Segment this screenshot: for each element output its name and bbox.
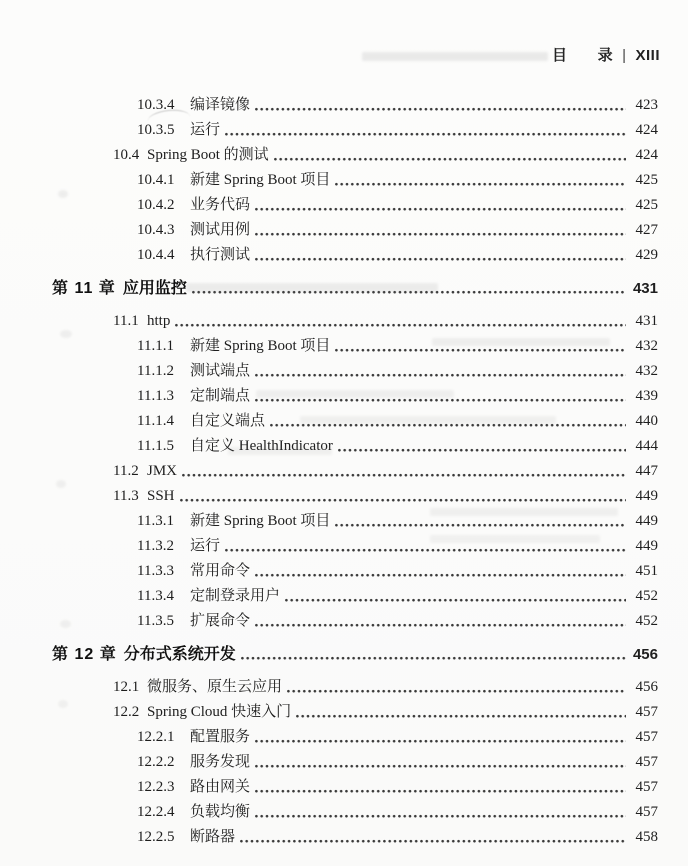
- entry-title: 新建 Spring Boot 项目: [190, 172, 331, 188]
- scan-artifact: [362, 52, 548, 61]
- entry-number: 第 11 章: [52, 280, 116, 297]
- chapter-row: [52, 276, 658, 301]
- entry-page-number: 457: [635, 754, 658, 770]
- entry-title: 配置服务: [190, 729, 251, 745]
- toc-label-char-1: 目: [552, 47, 568, 64]
- toc-entry-row: [52, 193, 658, 218]
- toc-entry-row: [52, 559, 658, 584]
- dot-leader: [180, 497, 626, 503]
- toc-entry-row: [52, 800, 658, 825]
- entry-page-number: 451: [635, 563, 658, 579]
- entry-number: 10.4: [113, 147, 140, 163]
- entry-number: 12.2: [113, 704, 140, 720]
- toc-entry-row: [52, 243, 658, 268]
- entry-page-number: 457: [635, 804, 658, 820]
- entry-page-number: 432: [635, 338, 658, 354]
- dot-leader: [335, 181, 626, 187]
- entry-title: 路由网关: [190, 779, 251, 795]
- dot-leader: [335, 522, 626, 528]
- entry-page-number: 440: [635, 413, 658, 429]
- entry-title: 运行: [190, 538, 221, 554]
- dot-leader: [274, 156, 626, 162]
- toc-entry-row: [52, 459, 658, 484]
- toc-entry-row: [52, 143, 658, 168]
- toc-entry-row: [52, 359, 658, 384]
- toc-entry-row: [52, 309, 658, 334]
- dot-leader: [241, 655, 626, 661]
- entry-page-number: 431: [635, 313, 658, 329]
- dot-leader: [255, 397, 626, 403]
- entry-number: 11.1.2: [137, 363, 174, 379]
- dot-leader: [255, 206, 626, 212]
- toc-entry-row: [52, 434, 658, 459]
- toc-entry-row: [52, 168, 658, 193]
- entry-number: 12.2.5: [137, 829, 175, 845]
- entry-title: 新建 Spring Boot 项目: [190, 513, 331, 529]
- entry-page-number: 457: [635, 779, 658, 795]
- entry-page-number: 457: [635, 729, 658, 745]
- entry-title: 自定义 HealthIndicator: [190, 438, 333, 454]
- entry-number: 11.3.1: [137, 513, 174, 529]
- entry-number: 11.3.2: [137, 538, 174, 554]
- entry-number: 10.3.4: [137, 97, 175, 113]
- entry-title: SSH: [147, 488, 175, 504]
- table-of-contents: [52, 93, 658, 850]
- dot-leader: [255, 572, 626, 578]
- entry-number: 12.2.2: [137, 754, 175, 770]
- entry-title: 业务代码: [190, 197, 251, 213]
- dot-leader: [255, 622, 626, 628]
- entry-page-number: 456: [635, 679, 658, 695]
- dot-leader: [255, 738, 626, 744]
- entry-page-number: 425: [635, 172, 658, 188]
- entry-page-number: 439: [635, 388, 658, 404]
- entry-page-number: 452: [635, 588, 658, 604]
- entry-title: Spring Cloud 快速入门: [147, 704, 292, 720]
- toc-label-char-2: 录: [597, 47, 614, 64]
- toc-entry-row: [52, 584, 658, 609]
- entry-number: 11.3.3: [137, 563, 174, 579]
- entry-number: 第 12 章: [52, 646, 117, 663]
- entry-title: 编译镜像: [190, 97, 251, 113]
- entry-page-number: 432: [635, 363, 658, 379]
- entry-title: 应用监控: [122, 280, 187, 297]
- entry-page-number: 424: [635, 147, 658, 163]
- entry-number: 12.2.1: [137, 729, 175, 745]
- dot-leader: [255, 231, 626, 237]
- dot-leader: [287, 688, 626, 694]
- entry-title: 常用命令: [190, 563, 251, 579]
- dot-leader: [175, 322, 626, 328]
- dot-leader: [270, 422, 626, 428]
- entry-number: 11.3: [113, 488, 139, 504]
- dot-leader: [335, 347, 626, 353]
- toc-entry-row: [52, 775, 658, 800]
- entry-number: 11.3.4: [137, 588, 174, 604]
- toc-entry-row: [52, 384, 658, 409]
- entry-title: Spring Boot 的测试: [147, 147, 269, 163]
- header-divider: |: [622, 47, 627, 64]
- header-page-number: XIII: [635, 47, 660, 64]
- entry-title: 微服务、原生云应用: [147, 679, 283, 695]
- entry-title: 负载均衡: [190, 804, 251, 820]
- entry-page-number: 456: [632, 646, 658, 663]
- dot-leader: [285, 597, 626, 603]
- toc-entry-row: [52, 675, 658, 700]
- entry-number: 11.1.3: [137, 388, 174, 404]
- entry-page-number: 449: [635, 488, 658, 504]
- dot-leader: [255, 372, 626, 378]
- toc-entry-row: [52, 725, 658, 750]
- entry-number: 10.4.3: [137, 222, 175, 238]
- entry-page-number: 449: [635, 513, 658, 529]
- entry-title: 分布式系统开发: [123, 646, 236, 663]
- entry-page-number: 449: [635, 538, 658, 554]
- entry-number: 12.1: [113, 679, 140, 695]
- dot-leader: [255, 813, 626, 819]
- dot-leader: [296, 713, 626, 719]
- toc-entry-row: [52, 93, 658, 118]
- entry-title: 服务发现: [190, 754, 251, 770]
- entry-number: 11.2: [113, 463, 139, 479]
- dot-leader: [225, 131, 626, 137]
- entry-page-number: 423: [635, 97, 658, 113]
- dot-leader: [255, 106, 626, 112]
- chapter-row: [52, 642, 658, 667]
- toc-entry-row: [52, 609, 658, 634]
- entry-number: 12.2.4: [137, 804, 175, 820]
- entry-number: 11.3.5: [137, 613, 174, 629]
- entry-number: 10.3.5: [137, 122, 175, 138]
- entry-title: 测试用例: [190, 222, 251, 238]
- entry-number: 11.1.5: [137, 438, 174, 454]
- dot-leader: [225, 547, 626, 553]
- entry-title: 断路器: [190, 829, 236, 845]
- entry-page-number: 424: [635, 122, 658, 138]
- running-header: [552, 44, 660, 65]
- toc-entry-row: [52, 750, 658, 775]
- dot-leader: [255, 256, 626, 262]
- entry-page-number: 458: [635, 829, 658, 845]
- toc-entry-row: [52, 334, 658, 359]
- toc-entry-row: [52, 825, 658, 850]
- entry-number: 11.1: [113, 313, 139, 329]
- dot-leader: [182, 472, 626, 478]
- entry-page-number: 427: [635, 222, 658, 238]
- entry-title: 运行: [190, 122, 221, 138]
- toc-entry-row: [52, 218, 658, 243]
- entry-number: 10.4.4: [137, 247, 175, 263]
- entry-title: 测试端点: [190, 363, 251, 379]
- dot-leader: [255, 788, 626, 794]
- entry-page-number: 457: [635, 704, 658, 720]
- entry-page-number: 452: [635, 613, 658, 629]
- entry-page-number: 431: [632, 280, 658, 297]
- toc-entry-row: [52, 700, 658, 725]
- toc-entry-row: [52, 484, 658, 509]
- entry-number: 11.1.4: [137, 413, 174, 429]
- entry-page-number: 425: [635, 197, 658, 213]
- entry-title: 新建 Spring Boot 项目: [190, 338, 331, 354]
- toc-entry-row: [52, 118, 658, 143]
- entry-title: 定制端点: [190, 388, 251, 404]
- toc-entry-row: [52, 409, 658, 434]
- entry-number: 10.4.2: [137, 197, 175, 213]
- dot-leader: [255, 763, 626, 769]
- entry-number: 10.4.1: [137, 172, 175, 188]
- toc-entry-row: [52, 534, 658, 559]
- entry-title: 自定义端点: [190, 413, 266, 429]
- entry-title: 定制登录用户: [190, 588, 281, 604]
- dot-leader: [240, 838, 626, 844]
- entry-title: 扩展命令: [190, 613, 251, 629]
- toc-entry-row: [52, 509, 658, 534]
- entry-number: 11.1.1: [137, 338, 174, 354]
- entry-page-number: 444: [635, 438, 658, 454]
- entry-title: JMX: [147, 463, 178, 479]
- entry-title: 执行测试: [190, 247, 251, 263]
- entry-page-number: 429: [635, 247, 658, 263]
- dot-leader: [192, 289, 626, 295]
- entry-title: http: [147, 313, 171, 329]
- entry-page-number: 447: [635, 463, 658, 479]
- entry-number: 12.2.3: [137, 779, 175, 795]
- dot-leader: [338, 447, 626, 453]
